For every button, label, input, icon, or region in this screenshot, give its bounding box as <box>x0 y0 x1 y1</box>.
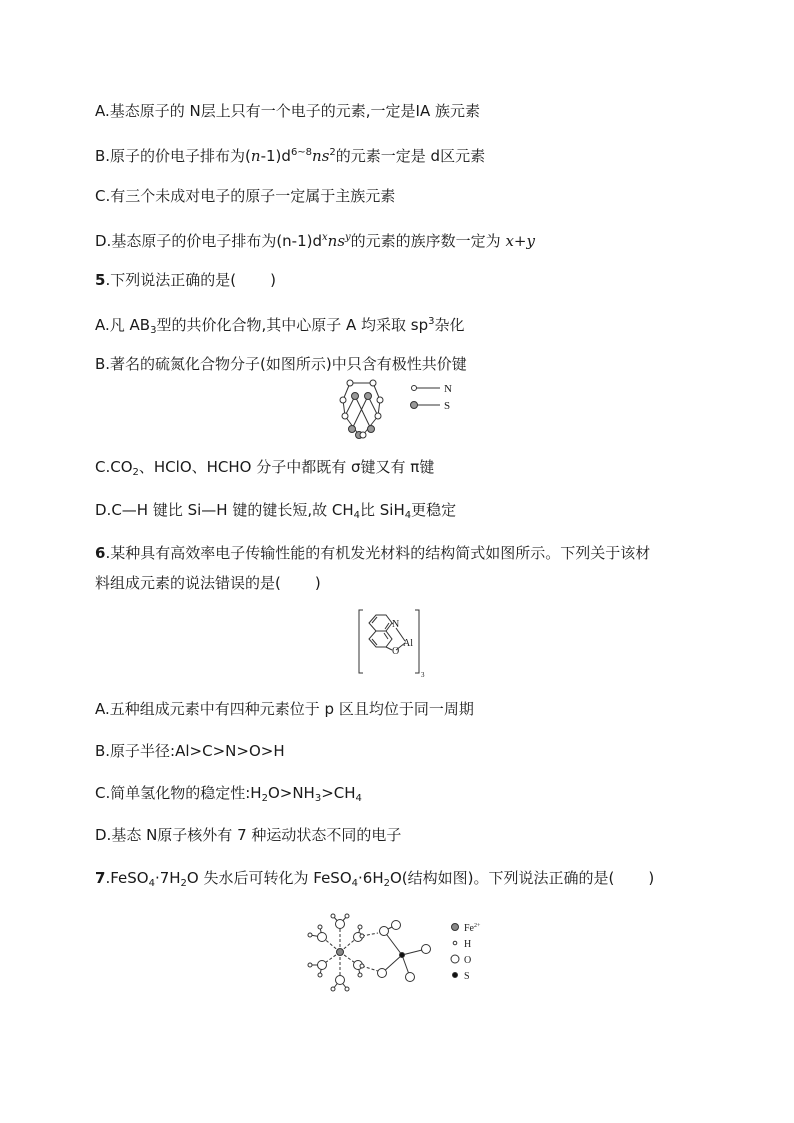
q5-number: 5 <box>95 271 106 289</box>
legend-s-label: S <box>444 400 451 412</box>
o-atom <box>422 945 431 954</box>
h-atom <box>345 914 349 918</box>
n-atom <box>360 432 366 438</box>
n-atom <box>370 380 376 386</box>
legend-o-label: O <box>464 955 472 966</box>
q7-p3: O 失水后可转化为 FeSO <box>186 869 352 887</box>
q6-c-sub2: 3 <box>314 793 322 804</box>
q7-s1: 4 <box>148 878 155 889</box>
q5-option-a <box>95 312 465 341</box>
h-atom <box>358 973 362 977</box>
o-atom <box>336 976 345 985</box>
o-atom <box>406 973 415 982</box>
q6-c-sub3: 4 <box>355 793 362 804</box>
o-atom <box>318 933 327 942</box>
q7-p4: ·6H <box>358 869 384 887</box>
legend-fe-marker <box>452 924 459 931</box>
fe-ion <box>337 949 344 956</box>
q4-option-a: A.基态原子的 N层上只有一个电子的元素,一定是ⅠA 族元素 <box>95 102 480 120</box>
q4-d-pre: D.基态原子的价电子排布为(n-1)d <box>95 232 323 250</box>
q4-b-pre: B.原子的价电子排布为( <box>95 147 251 165</box>
s-atom <box>352 393 359 400</box>
q6-option-a: A.五种组成元素中有四种元素位于 p 区且均位于同一周期 <box>95 700 474 718</box>
struct-n-label: N <box>392 619 400 630</box>
h-atom <box>308 933 312 937</box>
q4-option-c: C.有三个未成对电子的原子一定属于主族元素 <box>95 187 396 205</box>
q7-s4: 2 <box>383 878 390 889</box>
q7-s3: 4 <box>351 878 359 889</box>
q5-option-d <box>95 500 456 526</box>
n-atom <box>377 397 383 403</box>
h-atom <box>308 963 312 967</box>
q4-b-ns: ns <box>312 147 330 165</box>
q6-option-d: D.基态 N原子核外有 7 种运动状态不同的电子 <box>95 826 402 844</box>
q4-b-post: 的元素一定是 d区元素 <box>335 147 486 165</box>
q4-b-sup: 6~8 <box>290 147 313 158</box>
h-atom <box>331 987 335 991</box>
q5-a-pre: A.凡 AB <box>95 316 151 334</box>
h-atom <box>318 925 322 929</box>
legend-s-label: S <box>464 971 470 982</box>
n-atom <box>375 413 381 419</box>
legend-o-marker <box>451 955 459 963</box>
legend-s-marker <box>411 402 418 409</box>
o-atom <box>318 961 327 970</box>
q5-stem-text: .下列说法正确的是( <box>105 271 237 289</box>
q5-option-c <box>95 457 434 483</box>
struct-subscript: 3 <box>421 671 425 679</box>
struct-al-label: Al <box>403 638 413 649</box>
q4-d-xy: x+y <box>505 232 535 250</box>
q5-a-sub: 3 <box>150 325 157 336</box>
legend-h-marker <box>453 941 457 945</box>
h-atom <box>360 934 364 938</box>
legend-s-marker <box>453 973 458 978</box>
o-atom <box>336 920 345 929</box>
q5-d-sub2: 4 <box>404 510 412 521</box>
q6-close: ) <box>314 574 321 592</box>
q5-c-sub: 2 <box>132 467 139 478</box>
q7-stem <box>95 868 654 894</box>
q5-a-post: 杂化 <box>434 316 465 334</box>
q4-d-supx: x <box>322 232 328 243</box>
q5-a-sup: 3 <box>428 316 435 327</box>
q7-p1: .FeSO <box>105 869 149 887</box>
q4-d-supy: y <box>345 232 351 243</box>
q5-c-post: 、HClO、HCHO 分子中都既有 σ键又有 π键 <box>138 458 435 476</box>
n-atom <box>342 413 348 419</box>
q5-d-mid: 比 SiH <box>360 501 405 519</box>
q5-stem <box>95 270 276 290</box>
q6-stem-line2 <box>95 573 321 593</box>
struct-o-label: O <box>392 646 400 657</box>
q6-stem-text2: 料组成元素的说法错误的是( <box>95 574 281 592</box>
q6-number: 6 <box>95 544 106 562</box>
q6-c-mid2: >CH <box>321 784 356 802</box>
legend-n-label: N <box>444 383 452 395</box>
n-atom <box>340 397 346 403</box>
q5-option-b: B.著名的硫氮化合物分子(如图所示)中只含有极性共价键 <box>95 355 467 373</box>
q6-c-pre: C.简单氢化物的稳定性:H <box>95 784 262 802</box>
o-atom <box>380 927 389 936</box>
s-atom <box>400 953 405 958</box>
q7-number: 7 <box>95 869 106 887</box>
q6-stem-line1 <box>95 543 650 563</box>
legend-h-label: H <box>464 939 472 950</box>
h-atom <box>360 964 364 968</box>
q6-c-mid1: O>NH <box>267 784 315 802</box>
q4-d-ns: ns <box>327 232 346 250</box>
q4-option-d <box>95 228 535 251</box>
legend-n-marker <box>412 386 417 391</box>
s-atom <box>365 393 372 400</box>
q7-close: ) <box>648 869 655 887</box>
q5-close: ) <box>270 271 276 289</box>
q6-option-c <box>95 783 362 809</box>
q7-p2: ·7H <box>154 869 181 887</box>
q7-s2: 2 <box>180 878 187 889</box>
s-atom <box>368 426 375 433</box>
q4-option-b <box>95 143 485 166</box>
q4-b-mid: -1)d <box>260 147 291 165</box>
h-atom <box>331 914 335 918</box>
h-atom <box>345 987 349 991</box>
o-atom <box>392 921 401 930</box>
q5-a-mid: 型的共价化合物,其中心原子 A 均采取 sp <box>156 316 429 334</box>
h-atom <box>358 925 362 929</box>
q6-option-b: B.原子半径:Al>C>N>O>H <box>95 742 285 760</box>
h-atom <box>318 973 322 977</box>
q5-d-sub1: 4 <box>353 510 361 521</box>
q5-d-pre: D.C—H 键比 Si—H 键的键长短,故 CH <box>95 501 354 519</box>
q4-b-n: n <box>250 147 261 165</box>
o-atom <box>378 969 387 978</box>
legend-fe-label: $Fe^{2+}$ <box>464 923 481 934</box>
sulfur-nitride-figure <box>330 378 470 443</box>
alq3-structure-figure <box>355 607 445 679</box>
q5-d-post: 更稳定 <box>411 501 457 519</box>
q7-p5: O(结构如图)。下列说法正确的是( <box>389 869 615 887</box>
n-atom <box>347 380 353 386</box>
q6-c-sub1: 2 <box>261 793 268 804</box>
q5-c-pre: C.CO <box>95 458 133 476</box>
feso4-hydrate-figure <box>300 903 500 998</box>
q6-stem-text1: .某种具有高效率电子传输性能的有机发光材料的结构简式如图所示。下列关于该材 <box>105 544 651 562</box>
q4-b-sup2: 2 <box>329 147 336 158</box>
q4-d-post: 的元素的族序数一定为 <box>350 232 506 250</box>
s-atom <box>349 426 356 433</box>
